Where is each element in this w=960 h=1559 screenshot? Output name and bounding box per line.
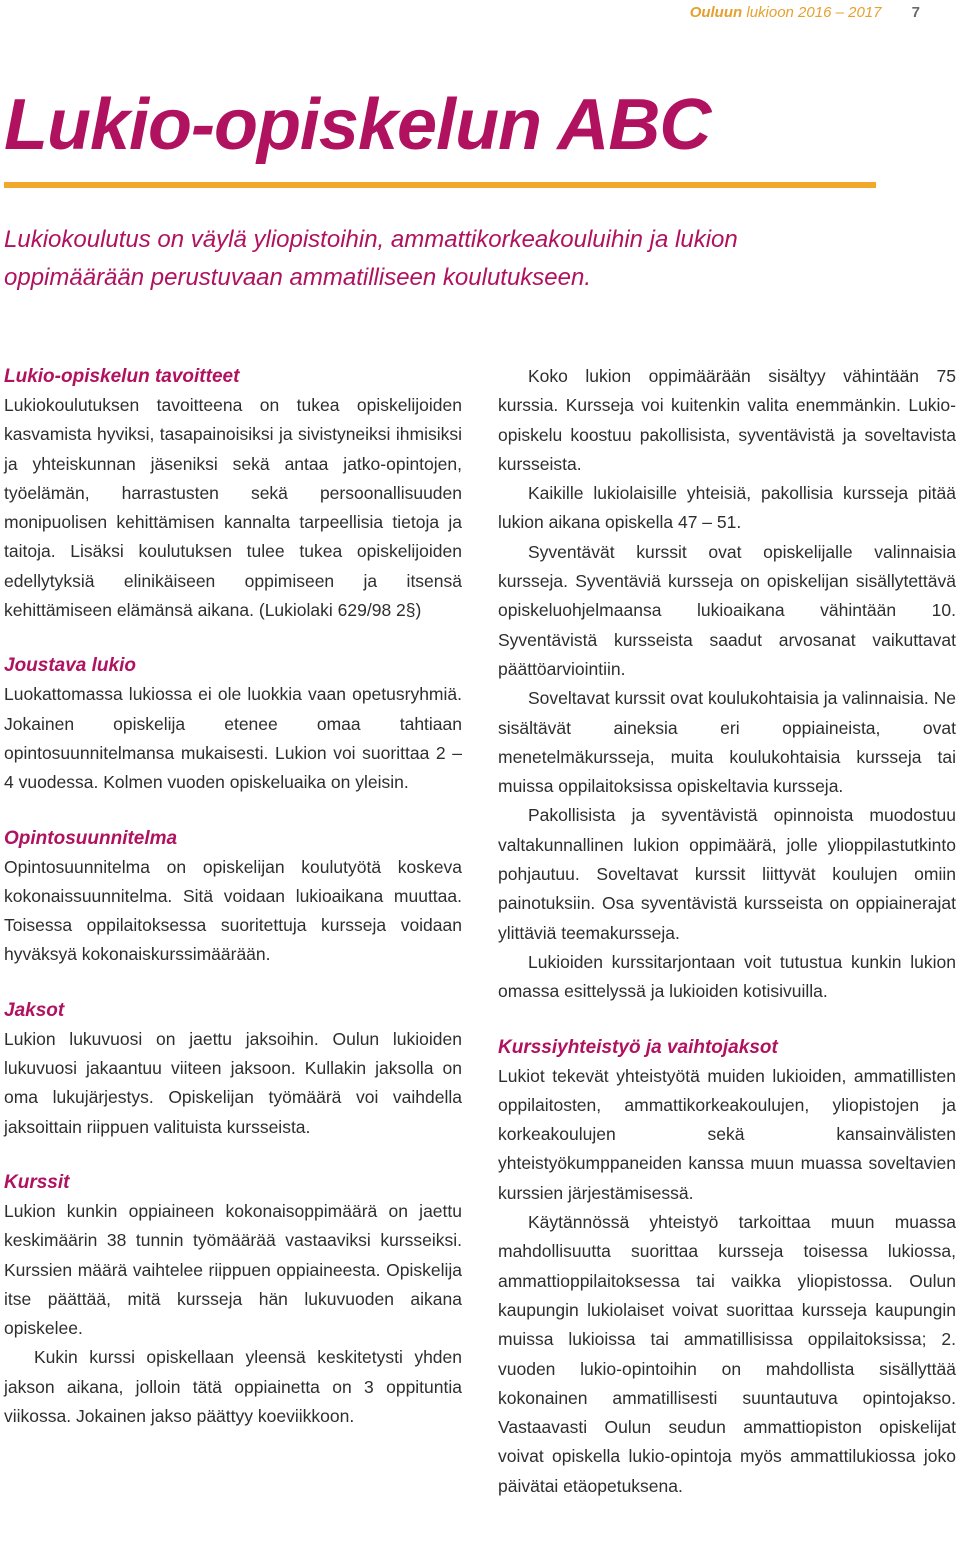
lead-text: Lukiokoulutus on väylä yliopistoihin, ammattikorkeakouluihin ja lukion oppimäärään perustuvaan ammatilliseen koulutukseen. <box>4 226 738 291</box>
running-header <box>690 4 920 21</box>
heading-jaksot: Jaksot <box>4 999 65 1021</box>
page-title: Lukio-opiskelun ABC <box>4 85 711 165</box>
paragraph: Syventävät kurssit ovat opiskelijalle valinnaisia kursseja. Syventäviä kursseja on opiskelijan sisällytettävä opiskeluohjelmaansa lukioaikana vähintään 10. Syventävistä kursseista saadut arvosanat vaikuttavat päättöarviointiin. <box>498 541 956 679</box>
section-tavoitteet <box>4 362 462 625</box>
paragraph: Luokattomassa lukiossa ei ole luokkia vaan opetusryhmiä. Jokainen opiskelija etenee omaa tahtiaan opintosuunnitelmansa mukaisesti. Lukion voi suorittaa 2 – 4 vuodessa. Kolmen vuoden opiskeluaika on yleisin. <box>4 684 462 793</box>
paragraph: Lukioiden kurssitarjontaan voit tutustua kunkin lukion omassa esittelyssä ja lukioiden kotisivuilla. <box>498 951 956 1002</box>
paragraph: Opintosuunnitelma on opiskelijan koulutyötä koskeva kokonaissuunnitelma. Sitä voidaan lukioaikana muuttaa. Toisessa oppilaitoksessa suoritettuja kursseja voidaan hyväksyä kokonaiskurssimäärään. <box>4 856 462 965</box>
paragraph: Lukion kunkin oppiaineen kokonaisoppimäärä on jaettu keskimäärin 38 tunnin työmäärää vastaaviksi kursseiksi. Kurssien määrä vaihtelee riippuen oppiaineesta. Opiskelija itse päättää, mitä kursseja hän lukuvuoden aikana opiskelee. <box>4 1200 462 1339</box>
heading-opintosuunnitelma: Opintosuunnitelma <box>4 827 178 849</box>
left-column <box>4 362 462 1457</box>
paragraph: Lukiot tekevät yhteistyötä muiden lukioiden, ammatillisten oppilaitosten, ammattikorkeakoulujen, yliopistojen ja korkeakoulujen sekä kansainvälisten yhteistyökumppaneiden kanssa muun muassa soveltavien kurssien järjestämisessä. <box>498 1065 956 1203</box>
header-tagline: lukioon 2016 – 2017 <box>746 4 882 21</box>
paragraph: Lukion lukuvuosi on jaettu jaksoihin. Oulun lukioiden lukuvuosi jakaantuu viiteen jaksoon. Kullakin jaksolla on oma lukujärjestys. Opiskelijan työmäärä voi vaihdella jaksoittain riippuen valituista kursseista. <box>4 1028 462 1137</box>
right-column <box>498 362 956 1527</box>
section-kurssiyhteistyo <box>498 1033 956 1501</box>
heading-tavoitteet: Lukio-opiskelun tavoitteet <box>4 366 240 387</box>
paragraph: Kaikille lukiolaisille yhteisiä, pakollisia kursseja pitää lukion aikana opiskella 47 – 51. <box>498 483 956 533</box>
heading-kurssit: Kurssit <box>4 1171 70 1193</box>
section-opintosuunnitelma <box>4 824 462 970</box>
paragraph: Lukiokoulutuksen tavoitteena on tukea opiskelijoiden kasvamista hyviksi, tasapainoisiksi ja sivistyneiksi ihmisiksi ja yhteiskunnan jäseniksi sekä antaa jatko-opintojen, työelämän, harrastusten sekä persoonallisuuden monipuolisen kehittämisen kannalta tarpeellisia tietoja ja taitoja. Lisäksi koulutuksen tulee tukea opiskelijoiden edellytyksiä elinikäiseen oppimiseen ja itsensä kehittämiseen elämänsä aikana. (Lukiolaki 629/98 2§) <box>4 395 462 621</box>
paragraph: Soveltavat kurssit ovat koulukohtaisia ja valinnaisia. Ne sisältävät aineksia eri oppiaineista, ovat menetelmäkursseja, muita koulukohtaisia kursseja tai muissa oppilaitoksissa opiskeltavia kursseja. <box>498 688 956 797</box>
heading-kurssiyhteistyo: Kurssiyhteistyö ja vaihtojaksot <box>498 1036 778 1058</box>
title-underline <box>4 182 876 188</box>
section-oppimaara <box>498 362 956 1007</box>
section-joustava-lukio <box>4 651 462 797</box>
page-number: 7 <box>911 4 920 21</box>
paragraph: Pakollisista ja syventävistä opinnoista muodostuu valtakunnallinen lukion oppimäärä, jolle ylioppilastutkinto pohjautuu. Soveltavat kurssit liittyvät koulujen omiin painotuksiin. Osa syventävistä kursseista on oppiainerajat ylittäviä teemakursseja. <box>498 805 956 943</box>
paragraph: Käytännössä yhteistyö tarkoittaa muun muassa mahdollisuutta suorittaa kursseja toisessa lukiossa, ammattioppilaitoksessa tai vaikka yliopistossa. Oulun kaupungin lukiolaiset voivat suorittaa kursseja kaupungin muissa lukioissa tai ammatillisissa oppilaitoksissa; 2. vuoden lukio-opintoihin on mahdollista sisällyttää kokonainen ammatillisesti suuntautuva opintojakso. Vastaavasti Oulun seudun ammattiopiston opiskelijat voivat opiskella lukio-opintoja myös ammattilukiossa joko päivätai etäopetuksena. <box>498 1212 956 1496</box>
section-jaksot <box>4 996 462 1142</box>
paragraph: Kukin kurssi opiskellaan yleensä keskitetysti yhden jakson aikana, jolloin tätä oppiainetta on 3 oppituntia viikossa. Jokainen jakso päättyy koeviikkoon. <box>4 1347 462 1427</box>
header-brand: Ouluun <box>689 4 743 21</box>
heading-joustava-lukio: Joustava lukio <box>4 655 136 677</box>
paragraph: Koko lukion oppimäärään sisältyy vähintään 75 kurssia. Kursseja voi kuitenkin valita enemmänkin. Lukio-opiskelu koostuu pakollisista, syventävistä ja soveltavista kursseista. <box>498 366 956 474</box>
section-kurssit <box>4 1168 462 1431</box>
